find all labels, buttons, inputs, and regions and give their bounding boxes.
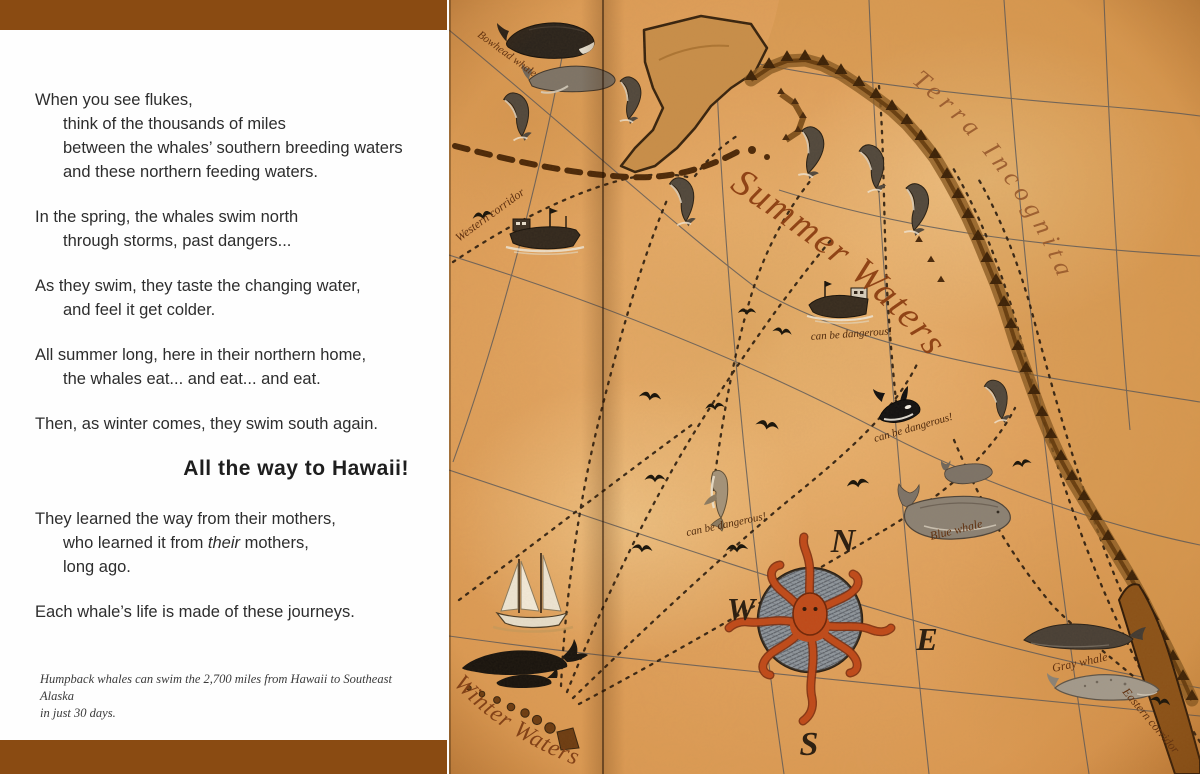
poem-line: long ago. xyxy=(63,558,131,576)
paragraph-5 xyxy=(35,412,421,436)
poem-line: Then, as winter comes, they swim south again. xyxy=(35,415,378,433)
whale-migration-map-page xyxy=(449,0,1200,774)
poem-line: As they swim, they taste the changing water, xyxy=(35,277,361,295)
page-vignette xyxy=(449,0,1200,774)
paragraph-4 xyxy=(35,343,421,391)
paragraph-3 xyxy=(35,274,421,322)
poem-line: think of the thousands of miles xyxy=(63,115,286,133)
bottom-brown-bar xyxy=(0,740,447,774)
poem-line: When you see flukes, xyxy=(35,91,193,109)
top-brown-bar xyxy=(0,0,447,30)
poem-line: and these northern feeding waters. xyxy=(63,163,319,181)
poem-line: and feel it get colder. xyxy=(63,301,216,319)
poem-line: They learned the way from their mothers, xyxy=(35,510,336,528)
paragraph-2 xyxy=(35,205,421,253)
poem-line: In the spring, the whales swim north xyxy=(35,208,299,226)
poem-line: between the whales’ southern breeding waters xyxy=(63,139,403,157)
footnote: Humpback whales can swim the 2,700 miles from Hawaii to Southeast Alaska in just 30 days. xyxy=(40,672,392,720)
paragraph-6 xyxy=(35,507,421,579)
whale-map xyxy=(449,0,1200,774)
poem-line: who learned it from their mothers, xyxy=(63,534,309,552)
hawaii-callout: All the way to Hawaii! xyxy=(183,457,409,480)
poem-line: the whales eat... and eat... and eat. xyxy=(63,370,321,388)
poem-line: Each whale’s life is made of these journeys. xyxy=(35,603,355,621)
poem-line: All summer long, here in their northern home, xyxy=(35,346,367,364)
paragraph-1 xyxy=(35,88,421,184)
paragraph-7 xyxy=(35,600,421,624)
poem-line: through storms, past dangers... xyxy=(63,232,292,250)
left-page xyxy=(0,0,449,774)
poem-text xyxy=(35,88,421,645)
